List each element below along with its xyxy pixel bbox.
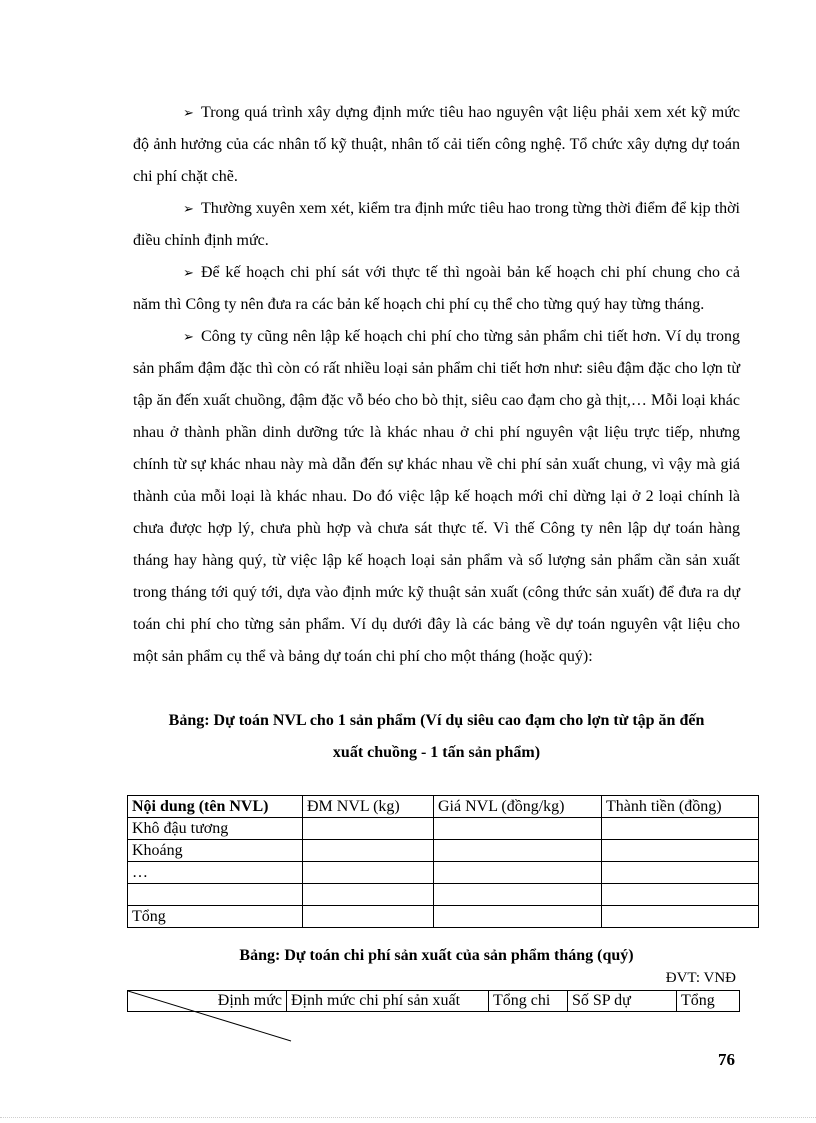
table-row (128, 906, 759, 928)
arrow-bullet-icon: ➢ (183, 329, 194, 344)
arrow-bullet-icon: ➢ (183, 201, 194, 216)
diagonal-header-line (128, 991, 298, 1046)
nvl-estimate-table (127, 795, 759, 928)
arrow-bullet-icon: ➢ (183, 265, 194, 280)
header-cell: Tổng (677, 991, 740, 1012)
table-header-row (128, 796, 759, 818)
header-cell: Số SP dự (568, 991, 677, 1012)
paragraph-2: ➢ Thường xuyên xem xét, kiểm tra định mức tiêu hao trong từng thời điểm để kịp thời điều chỉnh định mức. (133, 193, 740, 257)
header-cell: Định mức chi phí sản xuất (287, 991, 489, 1012)
header-cell: Giá NVL (đồng/kg) (434, 796, 602, 818)
row-label: Khô đậu tương (128, 818, 303, 840)
row-label: Tổng (128, 906, 303, 928)
header-cell: ĐM NVL (kg) (303, 796, 434, 818)
row-label: Khoáng (128, 840, 303, 862)
table-row (128, 840, 759, 862)
table1-caption-line2: xuất chuồng - 1 tấn sản phẩm) (332, 744, 541, 761)
header-cell: Nội dung (tên NVL) (128, 796, 303, 818)
header-cell: Thành tiền (đồng) (602, 796, 759, 818)
paragraph-4: ➢ Công ty cũng nên lập kế hoạch chi phí cho từng sản phẩm chi tiết hơn. Ví dụ trong sản phẩm đậm đặc thì còn có rất nhiều loại sản phẩm chi tiết hơn như: siêu đậm đặc cho lợn từ tập ăn đến xuất chuồng, đậm đặc vỗ béo cho bò thịt, siêu cao đạm cho gà thịt,… Mỗi loại khác nhau ở thành phần dinh dưỡng tức là khác nhau ở chi phí nguyên vật liệu trực tiếp, nhưng chính từ sự khác nhau này mà dẫn đến sự khác nhau về chi phí sản xuất chung, vì vậy mà giá thành của mỗi loại là khác nhau. Do đó việc lập kế hoạch mới chỉ dừng lại ở 2 loại chính là chưa được hợp lý, chưa phù hợp và chưa sát thực tế. Vì thế Công ty nên lập dự toán hàng tháng hay hàng quý, từ việc lập kế hoạch loại sản phẩm và số lượng sản phẩm cần sản xuất trong tháng tới quý tới, dựa vào định mức kỹ thuật sản xuất (công thức sản xuất) để đưa ra dự toán chi phí cho từng sản phẩm. Ví dụ dưới đây là các bảng về dự toán nguyên vật liệu cho một sản phẩm cụ thể và bảng dự toán chi phí cho một tháng (hoặc quý): (133, 321, 740, 673)
table1-caption (133, 705, 740, 769)
paragraph-1: ➢ Trong quá trình xây dựng định mức tiêu hao nguyên vật liệu phải xem xét kỹ mức độ ảnh hưởng của các nhân tố kỹ thuật, nhân tố cải tiến công nghệ. Tổ chức xây dựng dự toán chi phí chặt chẽ. (133, 97, 740, 193)
table-row (128, 818, 759, 840)
unit-label: ĐVT: VNĐ (665, 970, 736, 986)
page-number: 76 (718, 1050, 735, 1069)
paragraph-3: ➢ Để kế hoạch chi phí sát với thực tế thì ngoài bản kế hoạch chi phí chung cho cả năm thì Công ty nên đưa ra các bản kế hoạch chi phí cụ thể cho từng quý hay từng tháng. (133, 257, 740, 321)
arrow-bullet-icon: ➢ (183, 105, 194, 120)
header-cell: Tổng chi (489, 991, 568, 1012)
table-row (128, 884, 759, 906)
page-bottom-border (0, 1117, 816, 1118)
table1-caption-line1: Bảng: Dự toán NVL cho 1 sản phẩm (Ví dụ siêu cao đạm cho lợn từ tập ăn đến (168, 712, 705, 729)
row-label (128, 884, 303, 906)
row-label: … (128, 862, 303, 884)
header-cell: Định mức (128, 991, 287, 1012)
table2-caption: Bảng: Dự toán chi phí sản xuất của sản phẩm tháng (quý) (239, 947, 634, 964)
table-row (128, 862, 759, 884)
diagonal-line (128, 991, 291, 1041)
